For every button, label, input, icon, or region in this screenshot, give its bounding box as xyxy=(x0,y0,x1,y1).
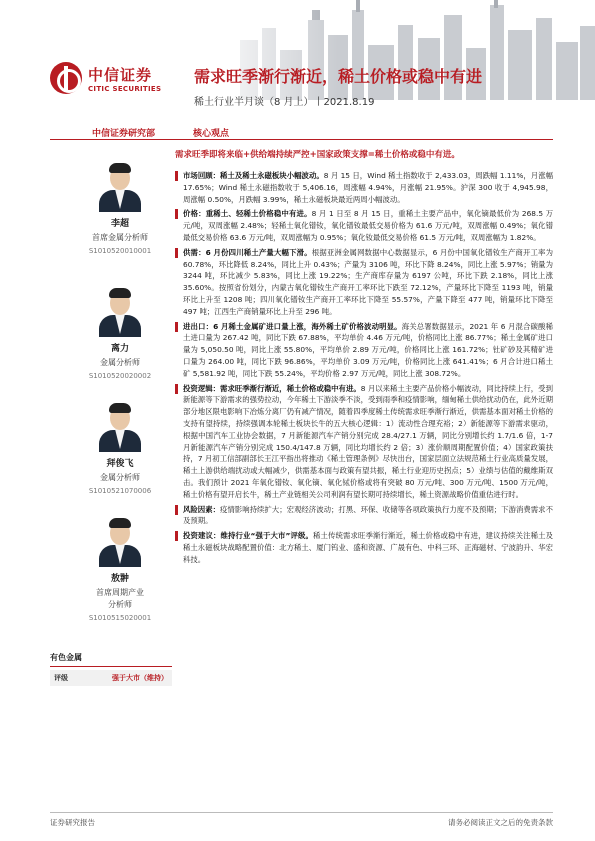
analyst-name: 敖翀 xyxy=(110,574,129,584)
analyst-name: 拜俊飞 xyxy=(106,459,134,469)
citic-logo-mark xyxy=(50,62,82,94)
citic-logo xyxy=(50,62,161,94)
paragraph-price xyxy=(175,208,553,243)
core-view-heading: 核心观点 xyxy=(193,129,230,139)
footer-divider xyxy=(50,812,553,813)
section-divider xyxy=(50,139,553,140)
analyst-license-id: S1010520010001 xyxy=(88,247,152,255)
paragraph-investment-logic xyxy=(175,383,553,501)
paragraph-body: 根据亚洲金属网数据中心数据显示，6 月份中国氧化镨钕生产商开工率为 60.78%，环比降低 8.24%，同比上升 0.43%；产量为 3106 吨，环比下降 8.24%，同比上涨 5.97%；销量为 3244 吨，环比减少 5.83%，同比上涨 19.22%；生产商库存量为 6197 公吨，环比下跌 2.18%，同比上涨 35.60%。按照省份划分，内蒙古氧化镨钕生产商开工率环比下跌至 72.12%，产量环比下降至 1193 吨，销量环比上升至 1208 吨；四川氧化镨钕生产商开工率环比下降至 55.57%，产量下降至 477 吨，销量环比下降至 497 吨；江西生产商销量环比上升至 296 吨。 xyxy=(183,247,554,316)
rating-value: 强于大市（维持） xyxy=(112,674,168,682)
analyst-photo xyxy=(97,160,143,212)
analyst-card xyxy=(70,160,170,255)
report-header xyxy=(0,0,595,112)
paragraph-risk-factors xyxy=(175,504,553,528)
paragraph-body: 8 月 1 日至 8 月 15 日，重稀土主要产品中，氧化镝最低价为 268.5 万元/吨，双周涨幅 2.48%；轻稀土氧化镨钕，氧化镨钕最低交易价格为 61.6 万元/吨，双周涨幅 0.49%；氧化镨最低交易价格 63.6 万元/吨，双周涨幅为 0.95%；氧化钕最低交易价格 61.5 万元/吨，双周涨幅为 1.82%。 xyxy=(183,209,553,242)
analyst-role: 金属分析师 xyxy=(100,473,140,482)
analyst-photo xyxy=(97,400,143,452)
brand-name-en: CITIC SECURITIES xyxy=(88,84,162,93)
analyst-role: 首席周期产业 分析师 xyxy=(96,588,144,609)
summary-line: 需求旺季即将来临+供给端持续严控+国家政策支撑=稀土价格或稳中有进。 xyxy=(175,150,460,160)
report-title: 需求旺季渐行渐近，稀土价格或稳中有进 xyxy=(194,67,483,86)
analyst-card xyxy=(70,400,170,495)
analyst-card xyxy=(70,285,170,380)
analyst-card xyxy=(70,515,170,622)
report-subtitle: 稀土行业半月谈（8 月上）丨2021.8.19 xyxy=(194,97,375,108)
industry-name: 有色金属 xyxy=(50,652,172,667)
analyst-license-id: S1010515020001 xyxy=(88,614,152,622)
paragraph-market-review xyxy=(175,170,553,205)
paragraph-body: 稀土传统需求旺季渐行渐近，稀土价格或稳中有进，建议持续关注稀土及稀土永磁板块战略配置价值：北方稀土、厦门钨业、盛和资源、广晟有色、中科三环、正海磁材、宁波韵升、华宏科技。 xyxy=(183,531,553,564)
paragraph-body: 8 月以来稀土主要产品价格小幅波动，同比持续上行，受到新能源等下游需求的强势拉动，今年稀土下游淡季不淡，受到雨季和疫情影响，缅甸稀土供给扰动仍在，此外近期部分地区限电影响下冶炼分离厂仍有减产情况，随着四季度稀土传统需求旺季渐行渐近，供需基本面对稀土价格的支持有望持续，持续强调本轮稀土板块长牛的五大核心逻辑：1）流动性合理充裕；2）新能源等下游需求驱动，根据中国汽车工业协会数据，7 月新能源汽车产销分别完成 28.4/27.1 万辆，同比分别增长约 1.7/1.6 倍，1-7 月新能源汽车产销分别完成 150.4/147.8 万辆，同比均增长约 2 倍；3）涨价顺周期配置价值；4）国家政策扶持，7 月初工信部副部长王江平指出将推动《稀土管理条例》尽快出台，国家层面立法规范稀土行业高质量发展，稀土上游供给端扰动或大幅减少，供需基本面与政策有望共振，稀土行业迎历史拐点；5）业绩与估值的戴维斯双击。我们预计 2021 年氧化镨钕、氧化镝、氧化铽价格或将有突破 80 万元/吨、300 万元/吨、1500 万元/吨，稀土价格有望开启长牛，稀土产业链相关公司利润有望长期可持续增长，稀土资源战略价值重估进行时。 xyxy=(183,383,553,499)
analyst-role: 金属分析师 xyxy=(100,358,140,367)
paragraph-body: 8 月 15 日，Wind 稀土指数收于 2,433.03，周跌幅 1.11%，月涨幅 17.65%；Wind 稀土永磁指数收于 5,406.16，周涨幅 4.94%，月涨幅 21.95%。沪深 300 收于 4,945.98，周涨幅 0.50%，月跌幅 3.99%，稀土永磁板块最近两周小幅波动。 xyxy=(183,171,553,204)
footer-report-type: 证券研究报告 xyxy=(50,818,95,827)
analyst-name: 离力 xyxy=(110,344,129,354)
footer-disclaimer-note: 请务必阅读正文之后的免责条款 xyxy=(448,818,553,827)
industry-rating-box xyxy=(50,652,172,686)
rating-row xyxy=(50,670,172,686)
paragraph-lead: 进出口：6 月稀土金属矿进口量上涨，海外稀土矿价格波动明显。 xyxy=(183,321,402,331)
paragraph-supply-demand xyxy=(175,247,553,318)
paragraph-body: 疫情影响持续扩大；宏观经济波动；打黑、环保、收储等各项政策执行力度不及预期；下游消费需求不及预期。 xyxy=(183,504,553,526)
paragraph-lead: 供需：6 月份四川稀土产量大幅下滑。 xyxy=(183,247,312,257)
paragraph-lead: 市场回顾：稀土及稀土永磁板块小幅波动。 xyxy=(183,171,324,180)
paragraph-lead: 价格：重稀土、轻稀土价格稳中有进。 xyxy=(183,209,312,219)
rating-label: 评级 xyxy=(54,674,68,682)
analyst-license-id: S1010520020002 xyxy=(88,372,152,380)
analyst-photo xyxy=(97,515,143,567)
paragraph-lead: 投资建议：维持行业“强于大市”评级。 xyxy=(183,531,313,541)
paragraph-import-export xyxy=(175,321,553,380)
paragraph-lead: 投资逻辑：需求旺季渐行渐近，稀土价格或稳中有进。 xyxy=(183,383,361,393)
analyst-name: 李超 xyxy=(110,219,129,229)
brand-name-cn: 中信证券 xyxy=(88,65,153,84)
paragraph-investment-advice xyxy=(175,530,553,565)
analyst-role: 首席金属分析师 xyxy=(92,233,148,242)
analyst-photo xyxy=(97,285,143,337)
sidebar-heading: 中信证券研究部 xyxy=(92,129,156,139)
analyst-license-id: S1010521070006 xyxy=(88,487,152,495)
core-view-content xyxy=(175,149,553,569)
paragraph-body: 海关总署数据显示，2021 年 6 月混合碳酸稀土进口量为 267.42 吨，同比下跌 67.88%，平均单价 4.46 万元/吨，价格同比上涨 86.77%；稀土金属矿进口量为 5,050.50 吨，同比上涨 55.80%，平均单价 2.89 万元/吨，价格同比上涨 161.72%；钍矿砂及其精矿进口量为 264.00 吨，同比下跌 96.86%，平均单价 3.09 万元/吨，价格同比上涨 641.41%；6 月合计进口稀土矿 5,581.92 吨，同比下跌 55.24%，平均价格 2.97 万元/吨，同比上涨 308.72%。 xyxy=(183,321,553,378)
paragraph-lead: 风险因素： xyxy=(183,504,220,514)
